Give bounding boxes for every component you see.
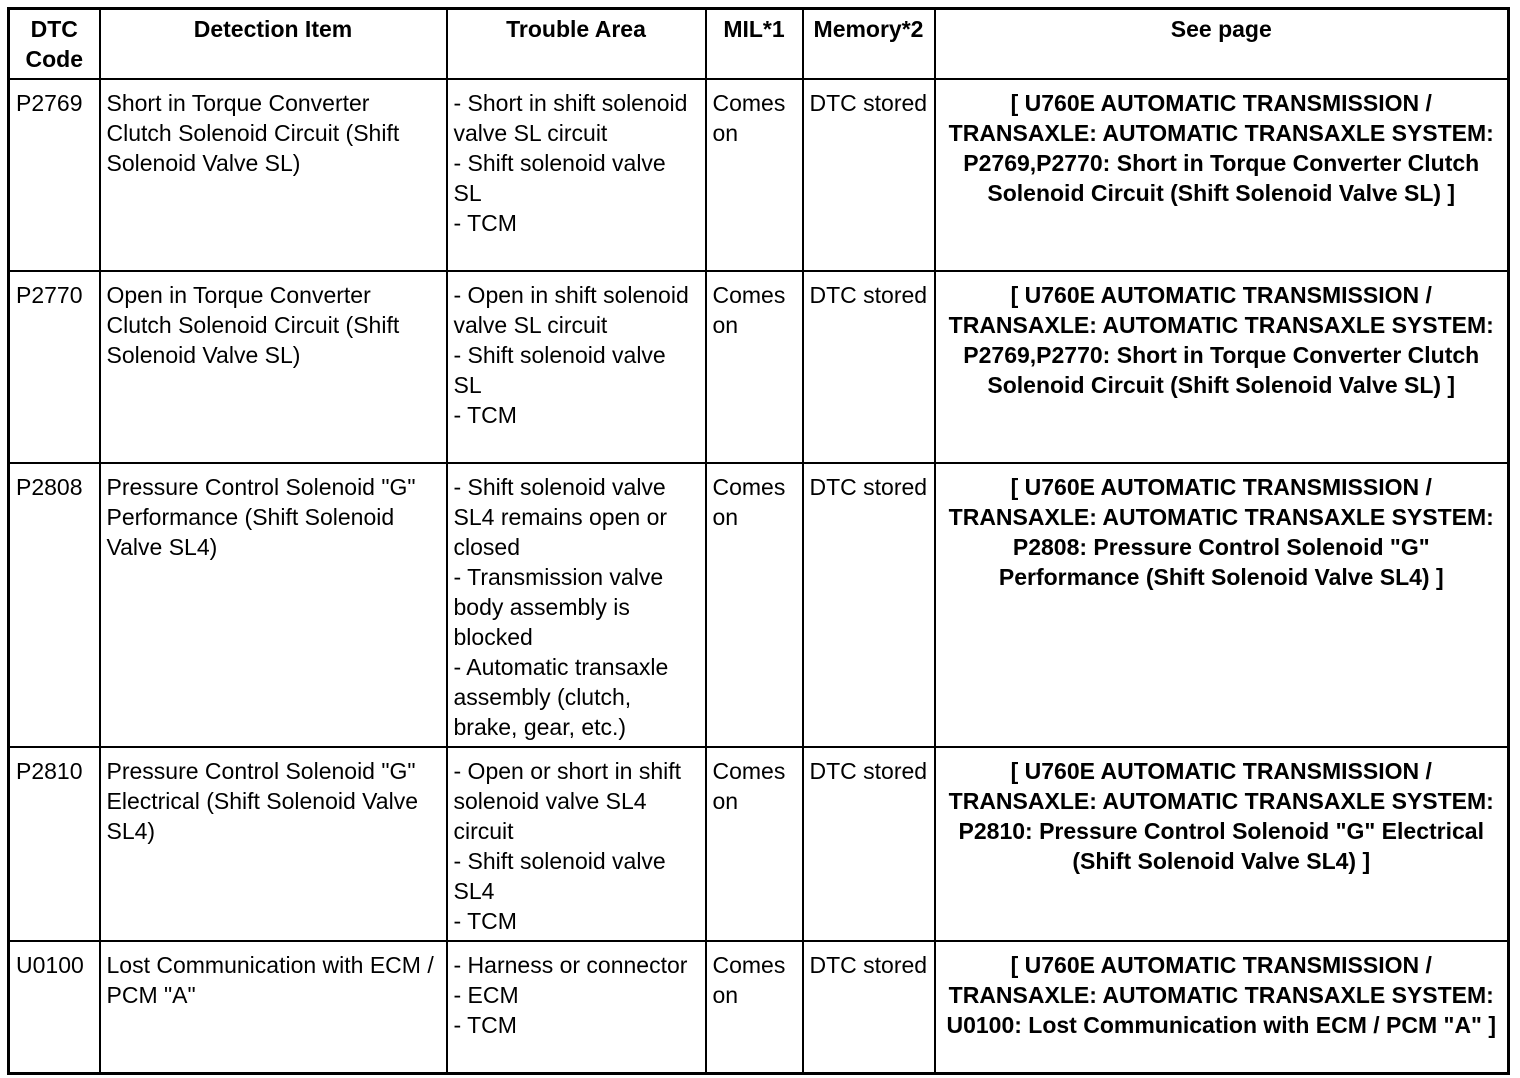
header-mil: MIL*1 <box>706 9 803 80</box>
header-detection-item: Detection Item <box>100 9 447 80</box>
trouble-line: - Harness or connector <box>453 952 688 978</box>
mil-status: Comes on <box>706 79 803 271</box>
detection-item: Short in Torque Converter Clutch Solenoid Circuit (Shift Solenoid Valve SL) <box>100 79 447 271</box>
trouble-area <box>447 79 706 271</box>
trouble-line: - Short in shift solenoid valve SL circuit <box>453 90 688 146</box>
trouble-area <box>447 463 706 747</box>
memory-status: DTC stored <box>803 79 935 271</box>
see-page-link[interactable]: [ U760E AUTOMATIC TRANSMISSION / TRANSAXLE: AUTOMATIC TRANSAXLE SYSTEM: U0100: Lost Communication with ECM / PCM "A" ] <box>935 941 1509 1073</box>
header-memory: Memory*2 <box>803 9 935 80</box>
trouble-line: - Shift solenoid valve SL4 remains open or closed <box>453 474 668 560</box>
see-page-link[interactable]: [ U760E AUTOMATIC TRANSMISSION / TRANSAXLE: AUTOMATIC TRANSAXLE SYSTEM: P2769,P2770: Short in Torque Converter Clutch Solenoid Circuit (Shift Solenoid Valve SL) ] <box>935 271 1509 463</box>
mil-status: Comes on <box>706 271 803 463</box>
dtc-code: P2810 <box>9 747 100 941</box>
trouble-line: - Shift solenoid valve SL <box>453 342 666 398</box>
trouble-area <box>447 747 706 941</box>
mil-status: Comes on <box>706 747 803 941</box>
table-row <box>9 271 1509 463</box>
memory-status: DTC stored <box>803 271 935 463</box>
table-row <box>9 747 1509 941</box>
table-row <box>9 79 1509 271</box>
trouble-line: - Transmission valve body assembly is blocked <box>453 564 664 650</box>
trouble-line: - ECM <box>453 982 519 1008</box>
dtc-code: P2808 <box>9 463 100 747</box>
trouble-line: - TCM <box>453 1012 517 1038</box>
detection-item: Lost Communication with ECM / PCM "A" <box>100 941 447 1073</box>
trouble-line: - Shift solenoid valve SL4 <box>453 848 666 904</box>
trouble-line: - TCM <box>453 402 517 428</box>
memory-status: DTC stored <box>803 747 935 941</box>
trouble-line: - Open or short in shift solenoid valve SL4 circuit <box>453 758 682 844</box>
header-see-page: See page <box>935 9 1509 80</box>
trouble-line: - Open in shift solenoid valve SL circuit <box>453 282 689 338</box>
header-trouble-area: Trouble Area <box>447 9 706 80</box>
dtc-code: U0100 <box>9 941 100 1073</box>
memory-status: DTC stored <box>803 941 935 1073</box>
trouble-line: - Automatic transaxle assembly (clutch, brake, gear, etc.) <box>453 654 669 740</box>
see-page-link[interactable]: [ U760E AUTOMATIC TRANSMISSION / TRANSAXLE: AUTOMATIC TRANSAXLE SYSTEM: P2810: Pressure Control Solenoid "G" Electrical (Shift Solenoid Valve SL4) ] <box>935 747 1509 941</box>
header-dtc-code: DTC Code <box>9 9 100 80</box>
dtc-table <box>7 7 1510 1075</box>
mil-status: Comes on <box>706 463 803 747</box>
trouble-line: - TCM <box>453 210 517 236</box>
see-page-link[interactable]: [ U760E AUTOMATIC TRANSMISSION / TRANSAXLE: AUTOMATIC TRANSAXLE SYSTEM: P2808: Pressure Control Solenoid "G" Performance (Shift Solenoid Valve SL4) ] <box>935 463 1509 747</box>
mil-status: Comes on <box>706 941 803 1073</box>
detection-item: Open in Torque Converter Clutch Solenoid Circuit (Shift Solenoid Valve SL) <box>100 271 447 463</box>
detection-item: Pressure Control Solenoid "G" Performance (Shift Solenoid Valve SL4) <box>100 463 447 747</box>
detection-item: Pressure Control Solenoid "G" Electrical (Shift Solenoid Valve SL4) <box>100 747 447 941</box>
trouble-line: - Shift solenoid valve SL <box>453 150 666 206</box>
table-row <box>9 941 1509 1073</box>
trouble-area <box>447 941 706 1073</box>
trouble-line: - TCM <box>453 908 517 934</box>
see-page-link[interactable]: [ U760E AUTOMATIC TRANSMISSION / TRANSAXLE: AUTOMATIC TRANSAXLE SYSTEM: P2769,P2770: Short in Torque Converter Clutch Solenoid Circuit (Shift Solenoid Valve SL) ] <box>935 79 1509 271</box>
header-row <box>9 9 1509 80</box>
dtc-code: P2769 <box>9 79 100 271</box>
memory-status: DTC stored <box>803 463 935 747</box>
trouble-area <box>447 271 706 463</box>
dtc-code: P2770 <box>9 271 100 463</box>
table-row <box>9 463 1509 747</box>
